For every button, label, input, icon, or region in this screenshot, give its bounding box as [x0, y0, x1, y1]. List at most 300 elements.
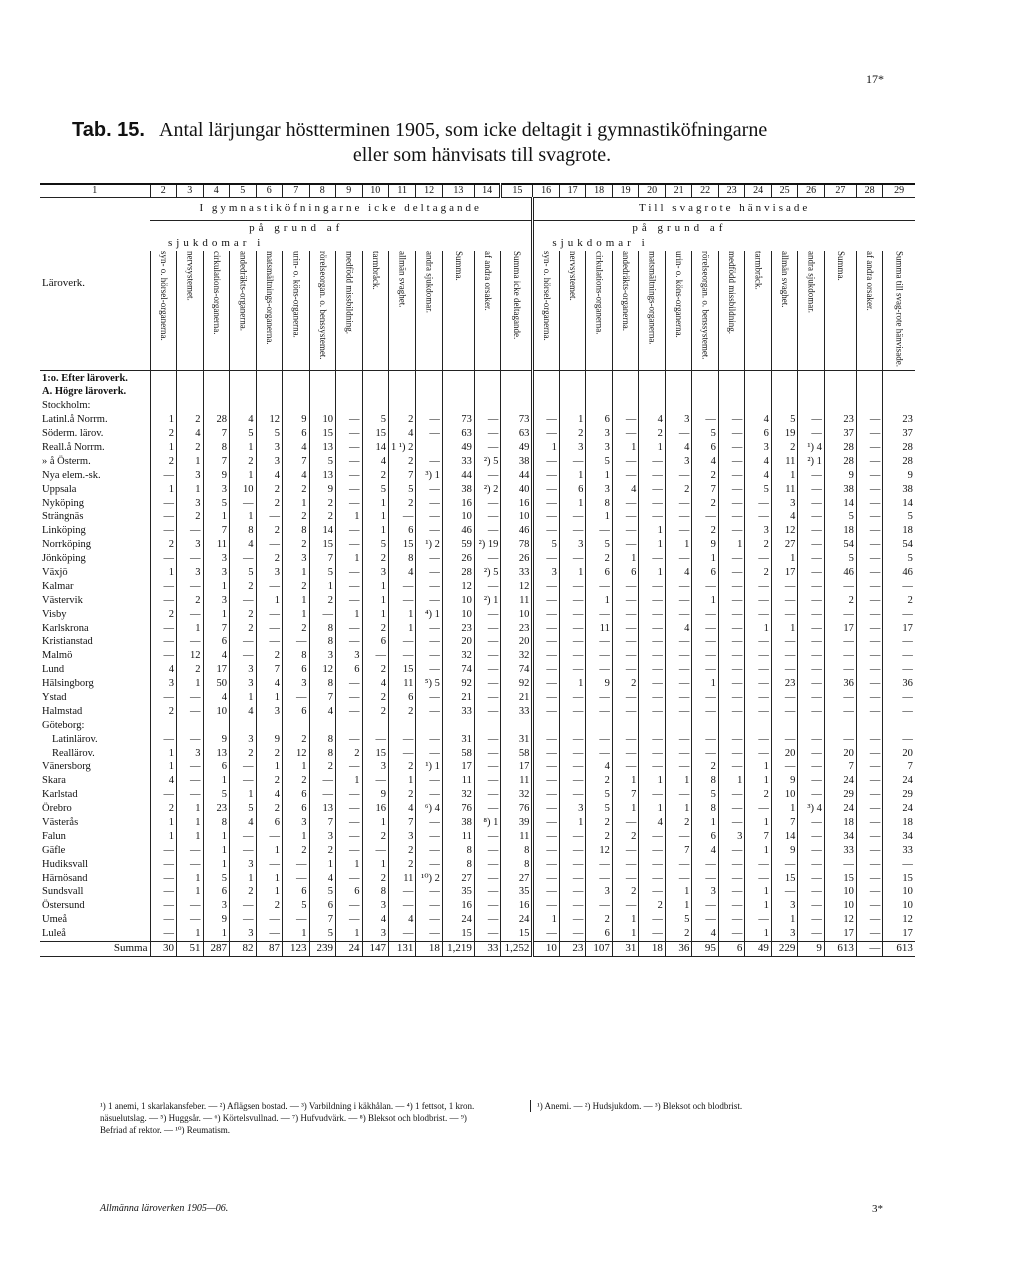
table-cell: 11 — [389, 677, 416, 691]
table-cell: 8 — [203, 441, 230, 455]
column-heading — [501, 251, 533, 371]
table-cell: — — [230, 774, 257, 788]
table-cell: — — [665, 871, 692, 885]
table-cell: — — [416, 816, 443, 830]
table-cell: 3 — [559, 441, 586, 455]
table-cell: — — [586, 746, 613, 760]
table-cell: 2 — [336, 746, 363, 760]
table-cell: 1 — [177, 927, 204, 941]
table-cell: — — [336, 802, 363, 816]
table-cell — [824, 371, 856, 385]
table-cell: — — [336, 816, 363, 830]
table-cell: 23 — [883, 413, 915, 427]
table-cell: — — [639, 552, 666, 566]
table-cell: — — [416, 635, 443, 649]
table-cell: — — [559, 746, 586, 760]
table-cell: — — [856, 691, 883, 705]
school-name: Sundsvall — [42, 886, 84, 898]
table-row — [40, 788, 915, 802]
table-cell: 1 — [612, 441, 639, 455]
table-cell: — — [639, 593, 666, 607]
table-cell: — — [692, 871, 719, 885]
table-cell: — — [665, 510, 692, 524]
table-cell: — — [798, 482, 825, 496]
column-heading-text: andedräkts-organerna. — [621, 251, 632, 332]
table-cell: 2 — [389, 760, 416, 774]
group-header-left: I gymnastiköfningarne icke deltagande — [150, 198, 533, 221]
column-number: 28 — [856, 184, 883, 198]
table-cell: 2 — [256, 774, 283, 788]
table-cell — [256, 371, 283, 385]
table-cell: 1 — [639, 566, 666, 580]
sum-cell: 10 — [533, 941, 560, 956]
table-cell: 15 — [309, 427, 336, 441]
table-cell: — — [177, 899, 204, 913]
sum-cell: 51 — [177, 941, 204, 956]
table-cell: — — [256, 538, 283, 552]
table-cell: — — [416, 691, 443, 705]
table-cell: 1 — [309, 580, 336, 594]
table-cell: — — [559, 705, 586, 719]
table-cell: — — [856, 468, 883, 482]
table-cell — [203, 371, 230, 385]
table-cell: 10 — [771, 788, 798, 802]
table-cell: — — [798, 885, 825, 899]
table-row — [40, 427, 915, 441]
table-cell: 1 — [533, 441, 560, 455]
table-cell: — — [474, 413, 501, 427]
table-cell: — — [639, 580, 666, 594]
table-cell: — — [798, 663, 825, 677]
table-cell: — — [586, 691, 613, 705]
table-cell: — — [665, 857, 692, 871]
column-number: 13 — [442, 184, 474, 198]
table-cell: — — [559, 871, 586, 885]
table-cell: 5 — [230, 427, 257, 441]
table-cell — [416, 718, 443, 732]
table-cell: 4 — [665, 566, 692, 580]
table-cell: 33 — [442, 705, 474, 719]
table-cell: 11 — [501, 593, 533, 607]
table-cell: 7 — [309, 552, 336, 566]
title-text: Antal lärjungar höstterminen 1905, som icke deltagit i gymnastiköfningarne — [159, 119, 768, 141]
table-cell: 1 — [177, 455, 204, 469]
table-cell: — — [798, 816, 825, 830]
table-cell: — — [336, 524, 363, 538]
table-cell: 54 — [883, 538, 915, 552]
table-cell: 34 — [883, 830, 915, 844]
table-cell: 4 — [230, 816, 257, 830]
section-heading: Stockholm: — [42, 400, 91, 412]
table-cell: — — [533, 746, 560, 760]
table-cell: 6 — [586, 566, 613, 580]
table-cell: — — [533, 663, 560, 677]
table-cell: 3 — [771, 496, 798, 510]
table-cell — [883, 399, 915, 413]
table-cell: — — [798, 843, 825, 857]
column-heading-text: Summa till svag-rote hänvisade. — [894, 251, 905, 367]
column-number: 27 — [824, 184, 856, 198]
table-cell — [177, 371, 204, 385]
table-cell: — — [533, 857, 560, 871]
table-cell: 7 — [203, 427, 230, 441]
table-cell: 1 — [745, 843, 772, 857]
school-name: Hudiksvall — [42, 858, 89, 870]
table-cell: — — [416, 663, 443, 677]
table-cell — [416, 441, 443, 455]
table-cell — [203, 385, 230, 399]
table-cell: — — [856, 663, 883, 677]
table-cell: 36 — [883, 677, 915, 691]
table-cell: 1 — [362, 580, 389, 594]
table-cell — [501, 385, 533, 399]
table-row — [40, 732, 915, 746]
table-cell: 5 — [586, 455, 613, 469]
table-cell: — — [474, 496, 501, 510]
table-cell: — — [798, 760, 825, 774]
table-cell: — — [771, 593, 798, 607]
table-cell: — — [745, 677, 772, 691]
table-cell: 2 — [256, 802, 283, 816]
table-cell: 5 — [692, 788, 719, 802]
table-row — [40, 705, 915, 719]
table-cell: — — [612, 691, 639, 705]
table-cell: — — [474, 927, 501, 941]
table-cell — [771, 371, 798, 385]
table-cell: 1 — [586, 593, 613, 607]
table-cell: 6 — [283, 663, 310, 677]
table-cell: — — [256, 635, 283, 649]
table-cell: 7 — [203, 524, 230, 538]
table-cell: 2 — [639, 899, 666, 913]
table-cell: — — [533, 455, 560, 469]
sjukdomar-left: sjukdomar i — [168, 237, 265, 250]
table-cell: — — [256, 607, 283, 621]
table-cell: — — [718, 427, 745, 441]
table-row — [40, 496, 915, 510]
table-cell: — — [474, 857, 501, 871]
table-cell — [256, 399, 283, 413]
table-cell: 12 — [283, 746, 310, 760]
table-cell: — — [856, 427, 883, 441]
table-cell: — — [474, 913, 501, 927]
table-cell: 10 — [824, 899, 856, 913]
table-cell: 8 — [230, 524, 257, 538]
table-cell: 3 — [177, 538, 204, 552]
table-cell: — — [389, 746, 416, 760]
table-cell: — — [612, 635, 639, 649]
table-cell: — — [718, 857, 745, 871]
table-cell: — — [362, 774, 389, 788]
table-cell: 1 — [230, 691, 257, 705]
table-cell: 3 — [559, 538, 586, 552]
table-cell: — — [336, 899, 363, 913]
school-name: Söderm. lärov. — [42, 428, 104, 440]
table-cell: — — [856, 788, 883, 802]
table-cell: — — [230, 496, 257, 510]
table-cell: 2 — [256, 496, 283, 510]
table-cell: 2 — [230, 746, 257, 760]
table-cell: — — [150, 885, 177, 899]
table-cell: — — [692, 580, 719, 594]
table-cell — [586, 385, 613, 399]
table-cell: 2 — [283, 538, 310, 552]
table-cell: 17 — [501, 760, 533, 774]
table-row — [40, 538, 915, 552]
table-cell: — — [856, 774, 883, 788]
column-heading-text: af andra orsaker. — [865, 251, 876, 311]
table-cell: — — [586, 871, 613, 885]
table-cell — [389, 371, 416, 385]
table-cell — [442, 399, 474, 413]
table-cell: — — [389, 732, 416, 746]
table-row — [40, 871, 915, 885]
table-cell: — — [559, 455, 586, 469]
table-cell: 36 — [824, 677, 856, 691]
table-cell: 2 — [586, 913, 613, 927]
table-cell: 15 — [389, 538, 416, 552]
table-cell: 17 — [883, 927, 915, 941]
table-cell: 76 — [501, 802, 533, 816]
column-number: 16 — [533, 184, 560, 198]
table-cell: 8 — [501, 857, 533, 871]
table-cell: 1 — [718, 774, 745, 788]
table-row — [40, 441, 915, 455]
table-cell: 33 — [824, 843, 856, 857]
table-cell: — — [639, 607, 666, 621]
sum-cell: 30 — [150, 941, 177, 956]
table-cell — [389, 718, 416, 732]
table-cell: 4 — [586, 760, 613, 774]
table-cell: 1 — [745, 774, 772, 788]
table-cell: 2 — [150, 427, 177, 441]
signature-mark: 3* — [872, 1203, 883, 1215]
table-cell: — — [718, 927, 745, 941]
table-cell: — — [718, 816, 745, 830]
table-cell: — — [856, 913, 883, 927]
table-cell: — — [256, 510, 283, 524]
table-cell: — — [612, 593, 639, 607]
table-cell: 1 — [336, 510, 363, 524]
table-cell: 1 — [639, 774, 666, 788]
table-label: Tab. 15. — [72, 119, 145, 141]
table-cell: 2 — [230, 607, 257, 621]
table-cell: — — [798, 427, 825, 441]
table-cell: — — [474, 705, 501, 719]
table-cell: 4 — [283, 468, 310, 482]
column-heading — [203, 251, 230, 371]
table-cell: 32 — [442, 788, 474, 802]
table-cell: — — [612, 857, 639, 871]
table-cell: — — [177, 774, 204, 788]
sum-cell: 229 — [771, 941, 798, 956]
table-cell: 1 — [745, 621, 772, 635]
table-cell: 3 — [283, 552, 310, 566]
table-cell: 1 — [389, 607, 416, 621]
table-cell: — — [639, 621, 666, 635]
table-cell: 15 — [362, 427, 389, 441]
table-cell — [336, 718, 363, 732]
table-cell — [533, 385, 560, 399]
table-cell: 38 — [824, 482, 856, 496]
table-cell: — — [665, 593, 692, 607]
table-cell: 7 — [203, 621, 230, 635]
sjukdomar-right: sjukdomar i — [552, 237, 649, 250]
column-number: 7 — [283, 184, 310, 198]
table-cell: — — [256, 927, 283, 941]
table-cell: — — [474, 580, 501, 594]
school-name: Reall.å Norrm. — [42, 441, 105, 453]
column-heading-text: nervsystemet. — [185, 251, 196, 301]
table-cell: 2 — [639, 427, 666, 441]
column-heading — [639, 251, 666, 371]
table-cell: — — [533, 899, 560, 913]
table-cell: 1 — [389, 621, 416, 635]
pa-grund-right: på grund af — [632, 222, 727, 235]
table-cell: — — [824, 607, 856, 621]
table-cell: 10 — [883, 885, 915, 899]
table-cell — [665, 385, 692, 399]
table-row — [40, 746, 915, 760]
table-cell: — — [639, 927, 666, 941]
table-cell: 4 — [230, 538, 257, 552]
table-cell: 46 — [501, 524, 533, 538]
table-cell: — — [718, 621, 745, 635]
column-number: 18 — [586, 184, 613, 198]
table-cell: 3 — [362, 566, 389, 580]
table-cell: — — [798, 593, 825, 607]
table-cell: — — [639, 455, 666, 469]
table-cell: — — [798, 691, 825, 705]
table-cell: — — [474, 774, 501, 788]
table-cell: 1 — [283, 830, 310, 844]
table-cell: ²) 1 — [474, 593, 501, 607]
table-cell — [883, 385, 915, 399]
table-cell: — — [533, 510, 560, 524]
table-cell: 19 — [771, 427, 798, 441]
table-title — [72, 118, 932, 168]
table-cell — [256, 718, 283, 732]
table-cell: — — [718, 871, 745, 885]
table-cell: 2 — [824, 593, 856, 607]
column-heading — [150, 251, 177, 371]
table-cell: — — [416, 496, 443, 510]
table-cell: — — [692, 913, 719, 927]
table-cell: — — [718, 663, 745, 677]
table-cell: 3 — [745, 524, 772, 538]
table-cell: — — [745, 649, 772, 663]
table-cell: 2 — [745, 566, 772, 580]
table-cell: 5 — [362, 538, 389, 552]
column-number: 22 — [692, 184, 719, 198]
school-name: Latinl.å Norrm. — [42, 414, 108, 426]
column-heading — [883, 251, 915, 371]
school-name: Uppsala — [42, 483, 77, 495]
table-cell: 4 — [177, 427, 204, 441]
table-cell: 3 — [309, 649, 336, 663]
column-number: 19 — [612, 184, 639, 198]
table-cell: — — [474, 427, 501, 441]
table-cell: 3 — [150, 677, 177, 691]
table-cell: — — [416, 732, 443, 746]
table-row — [40, 760, 915, 774]
table-cell: 2 — [559, 427, 586, 441]
table-cell: 24 — [501, 913, 533, 927]
table-cell: — — [639, 663, 666, 677]
table-cell: 4 — [665, 441, 692, 455]
table-cell: — — [639, 677, 666, 691]
table-cell: — — [798, 746, 825, 760]
table-cell: 2 — [692, 468, 719, 482]
column-heading — [559, 251, 586, 371]
table-cell: — — [665, 830, 692, 844]
table-cell: 2 — [177, 413, 204, 427]
table-cell: 3 — [665, 413, 692, 427]
table-cell: — — [474, 760, 501, 774]
table-cell: — — [612, 746, 639, 760]
table-cell: 1 — [586, 468, 613, 482]
school-name: Hälsingborg — [42, 678, 94, 690]
table-cell: 1 — [150, 816, 177, 830]
table-cell: — — [533, 677, 560, 691]
table-cell: 6 — [692, 441, 719, 455]
table-cell: — — [745, 732, 772, 746]
table-cell: — — [883, 663, 915, 677]
table-cell: — — [336, 441, 363, 455]
column-heading-text: urin- o. köns-organerna. — [291, 251, 302, 338]
table-cell: 4 — [362, 455, 389, 469]
table-cell: — — [612, 455, 639, 469]
column-heading-text: rörelseorgan. o. benssystemet. — [700, 251, 711, 360]
table-cell: — — [718, 732, 745, 746]
table-cell: — — [639, 760, 666, 774]
table-cell: 18 — [824, 816, 856, 830]
table-cell: — — [256, 580, 283, 594]
table-cell: — — [665, 468, 692, 482]
table-cell: — — [533, 524, 560, 538]
table-cell: — — [692, 635, 719, 649]
table-cell: — — [692, 510, 719, 524]
table-cell: — — [856, 580, 883, 594]
table-cell: — — [559, 691, 586, 705]
table-cell: 6 — [389, 691, 416, 705]
table-cell: — — [256, 830, 283, 844]
table-cell: 1 — [692, 816, 719, 830]
table-cell: 24 — [824, 802, 856, 816]
table-cell: 23 — [442, 621, 474, 635]
table-cell: — — [665, 732, 692, 746]
table-cell: 2 — [150, 538, 177, 552]
table-cell: 1 — [150, 746, 177, 760]
table-cell: 3 — [362, 899, 389, 913]
table-cell: — — [416, 857, 443, 871]
school-name: Latinlärov. — [52, 733, 98, 745]
table-cell: — — [692, 649, 719, 663]
table-cell: — — [533, 482, 560, 496]
column-heading-text: andra sjukdomar. — [806, 251, 817, 313]
table-cell: 1 — [665, 885, 692, 899]
table-cell: 1 — [389, 774, 416, 788]
table-cell: — — [150, 857, 177, 871]
section-heading: 1:o. Efter läroverk. — [42, 372, 128, 384]
table-cell: 1 — [283, 566, 310, 580]
sum-cell: 36 — [665, 941, 692, 956]
table-cell: 63 — [501, 427, 533, 441]
table-cell: 2 — [177, 593, 204, 607]
column-number: 24 — [745, 184, 772, 198]
table-cell: — — [798, 677, 825, 691]
column-number: 6 — [256, 184, 283, 198]
